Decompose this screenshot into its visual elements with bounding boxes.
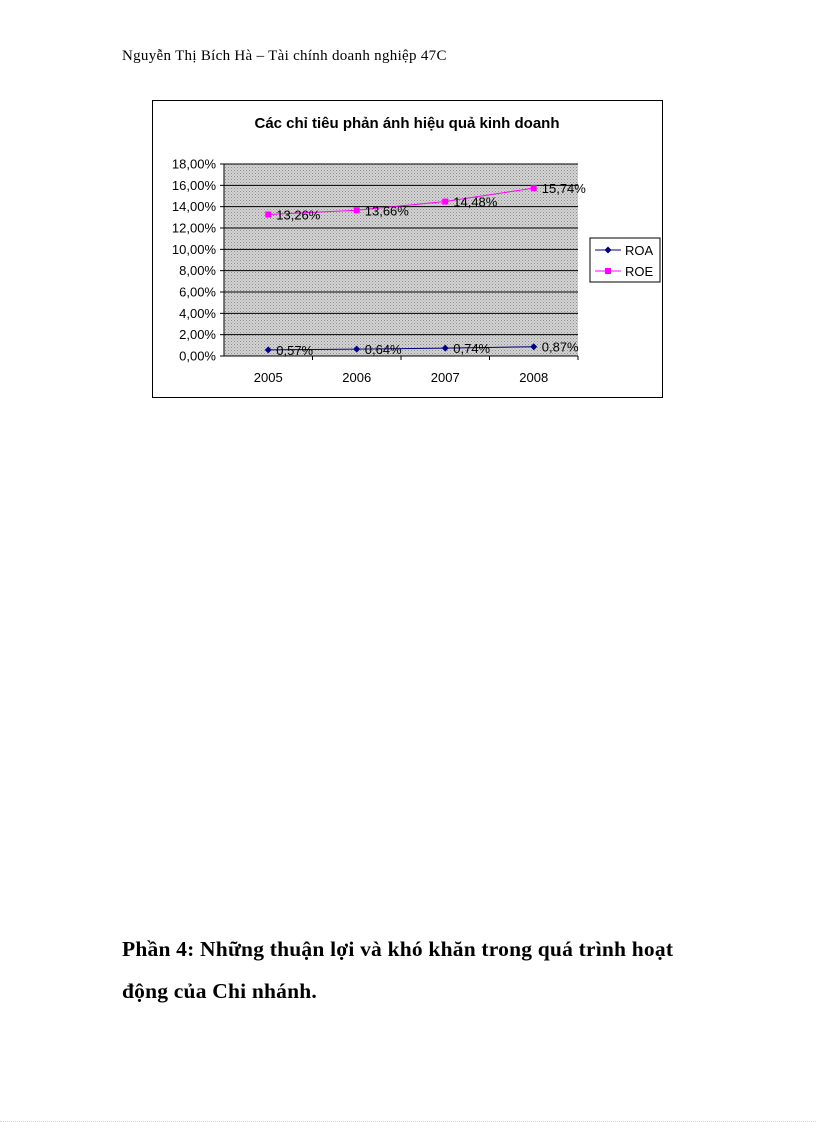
y-tick-label: 6,00% xyxy=(179,284,216,300)
data-label-roe: 13,66% xyxy=(364,203,409,219)
legend-marker xyxy=(605,268,611,274)
y-tick-label: 14,00% xyxy=(171,199,216,215)
y-tick-label: 4,00% xyxy=(179,305,216,321)
page-bottom-rule xyxy=(0,1121,816,1122)
x-tick-label: 2008 xyxy=(519,370,549,385)
data-label-roa: 0,87% xyxy=(541,339,579,355)
y-tick-label: 10,00% xyxy=(171,241,216,257)
x-tick-label: 2007 xyxy=(430,370,460,385)
data-label-roa: 0,74% xyxy=(453,341,491,357)
line-chart xyxy=(153,101,662,397)
x-tick-label: 2006 xyxy=(342,370,372,385)
data-label-roe: 14,48% xyxy=(453,194,498,210)
legend-label-roa: ROA xyxy=(625,243,654,258)
plot-area xyxy=(224,164,578,356)
y-tick-label: 2,00% xyxy=(179,327,216,343)
y-tick-label: 18,00% xyxy=(171,156,216,172)
y-tick-label: 0,00% xyxy=(179,348,216,364)
data-label-roe: 13,26% xyxy=(276,207,321,223)
section-heading: Phần 4: Những thuận lợi và khó khăn trong quá trình hoạt động của Chi nhánh. xyxy=(122,937,674,1003)
data-point-roe xyxy=(265,212,271,218)
y-tick-label: 16,00% xyxy=(171,177,216,193)
page-header: Nguyễn Thị Bích Hà – Tài chính doanh nghiệp 47C xyxy=(122,48,447,64)
y-tick-label: 12,00% xyxy=(171,220,216,236)
x-tick-label: 2005 xyxy=(253,370,283,385)
chart-container xyxy=(152,100,663,398)
data-label-roe: 15,74% xyxy=(541,181,586,197)
chart-title: Các chỉ tiêu phản ánh hiệu quả kinh doanh xyxy=(254,115,560,132)
y-tick-label: 8,00% xyxy=(179,263,216,279)
data-point-roe xyxy=(442,199,448,205)
data-label-roa: 0,64% xyxy=(364,342,402,358)
data-label-roa: 0,57% xyxy=(276,342,314,358)
legend-label-roe: ROE xyxy=(625,264,654,279)
data-point-roe xyxy=(354,207,360,213)
data-point-roe xyxy=(531,185,537,191)
